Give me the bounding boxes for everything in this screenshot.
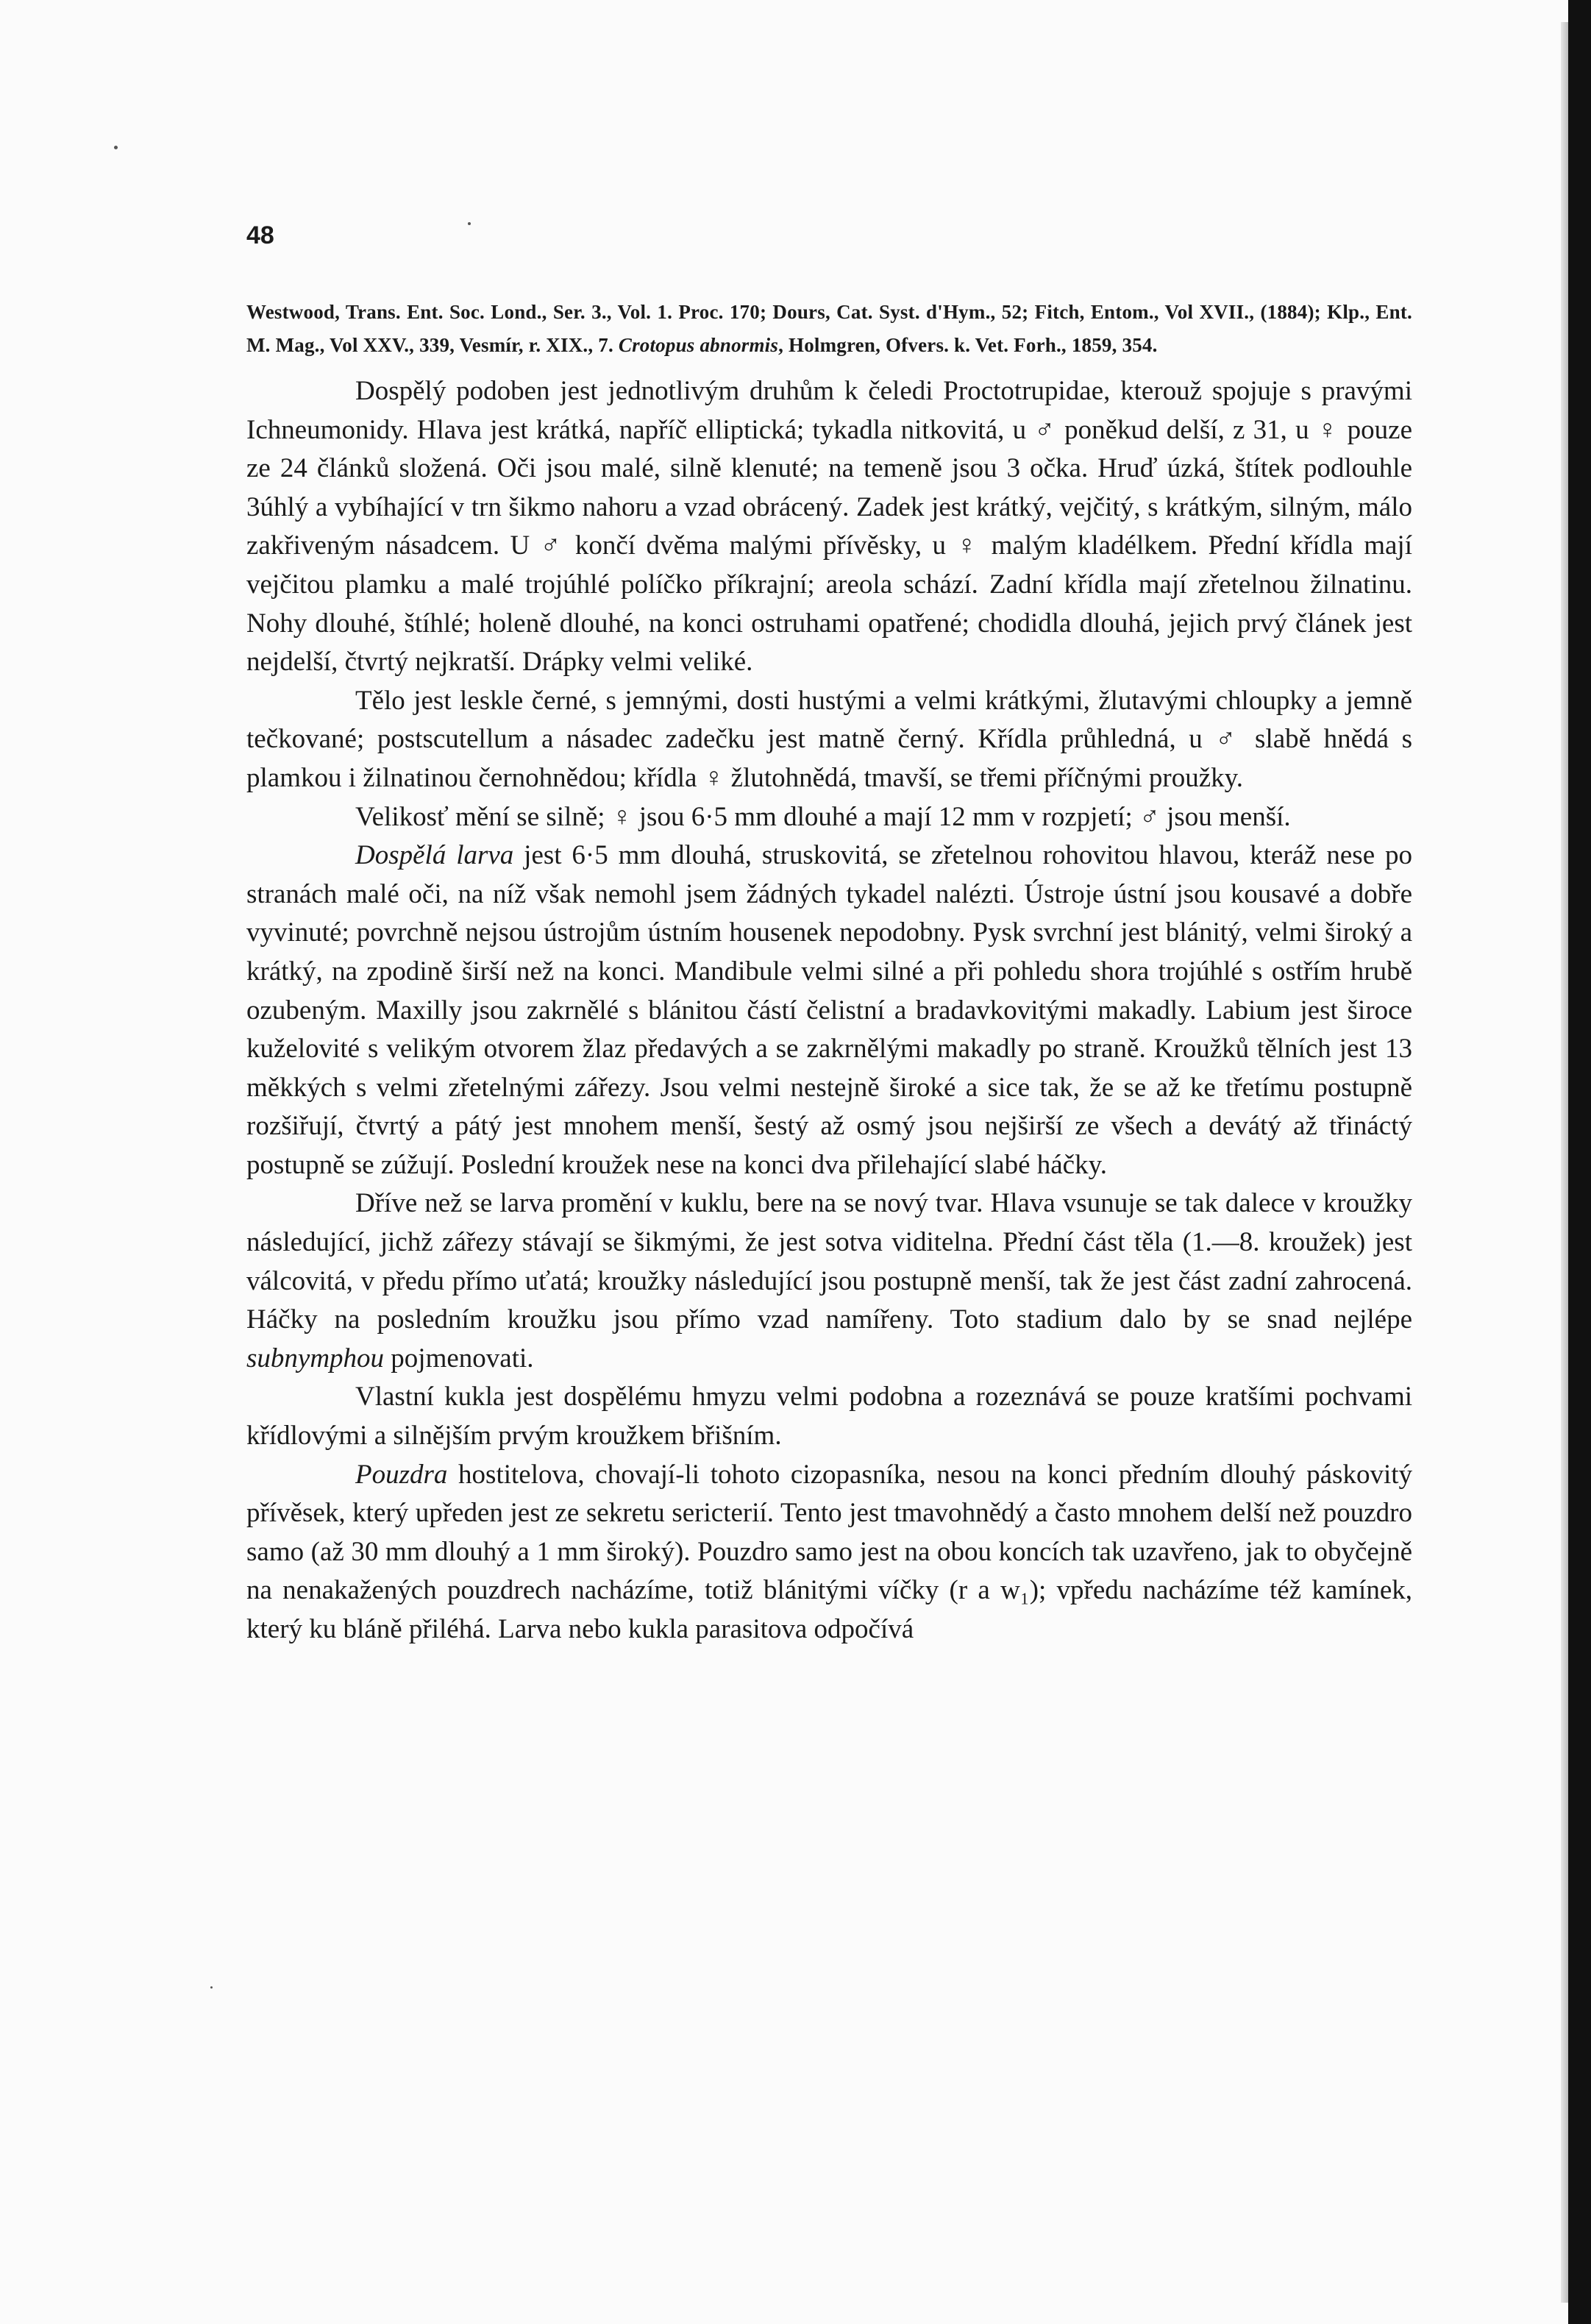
scan-speck xyxy=(114,146,118,149)
bibliography-reference xyxy=(246,296,1412,362)
scan-border xyxy=(1568,0,1591,2324)
page-content xyxy=(246,221,1412,1649)
paragraph-pouzdra xyxy=(246,1456,1412,1649)
page-number: 48 xyxy=(246,221,274,249)
bibliography-line: , Holmgren, Ofvers. k. Vet. Forh., 1859, 354. xyxy=(778,334,1158,356)
paragraph: Tělo jest leskle černé, s jemnými, dosti hustými a velmi krátkými, žlutavými chloupky a jemně tečkované; postscutellum a násadec zadečku jest matně černý. Křídla průhledná, u ♂ slabě hnědá s plamkou i žilnatinou černohnědou; křídla ♀ žlutohnědá, tmavší, se třemi příčnými proužky. xyxy=(246,685,1412,793)
paragraph-kukla: Vlastní kukla jest dospělému hmyzu velmi podobna a rozeznává se pouze kratšími pochvami křídlovými a silnějším prvým kroužkem břišním. xyxy=(246,1382,1412,1451)
scan-speck xyxy=(210,1986,213,1989)
larva-heading: Dospělá larva xyxy=(355,840,514,871)
pouzdra-heading: Pouzdra xyxy=(355,1459,448,1490)
paragraph-larva xyxy=(246,836,1412,1184)
paragraph-size: Velikosť mění se silně; ♀ jsou 6·5 mm dlouhé a mají 12 mm v rozpjetí; ♂ jsou menší. xyxy=(355,801,1291,832)
subnymphou-term: subnymphou xyxy=(246,1343,385,1374)
larva-text: jest 6·5 mm dlouhá, struskovitá, se zřetelnou rohovitou hlavou, kteráž nese po stranách malé oči, na níž však nemohl jsem žádných tykadel nalézti. Ústroje ústní jsou kousavé a dobře vyvinuté; povrchně nejsou ústrojům ústním housenek nepodobny. Pysk svrchní jest blánitý, velmi široký a krátký, na zpodině širší než na konci. Mandibule velmi silné a při pohledu shora trojúhlé s ostřím hrubě ozubeným. Maxilly jsou zakrnělé s blánitou částí čelistní a bradavkovitými makadly. Labium jest široce kuželovité s velikým otvorem žlaz předavých a se zakrnělými makadly po straně. Kroužků tělních jest 13 měkkých s velmi zřetelnými zářezy. Jsou velmi nestejně široké a sice tak, že se až ke třetímu postupně rozšiřují, čtvrtý a pátý jest mnohem menší, šestý až osmý jsou nejširší ze všech a devátý až třináctý postupně se zúžují. Poslední kroužek nese na konci dva přilehající slabé háčky. xyxy=(246,840,1412,1180)
paragraph: Dospělý podoben jest jednotlivým druhům k čeledi Proctotrupidae, kterouž spojuje s pravými Ichneumonidy. Hlava jest krátká, napříč elliptická; tykadla nitkovitá, u ♂ poněkud delší, z 31, u ♀ pouze ze 24 článků složená. Oči jsou malé, silně klenuté; na temeně jsou 3 očka. Hruď úzká, štítek podlouhle 3úhlý a vybíhající v trn šikmo nahoru a vzad obrácený. Zadek jest krátký, vejčitý, s krátkým, silným, málo zakřiveným násadcem. U ♂ končí dvěma malými přívěsky, u ♀ malým kladélkem. Přední křídla mají vejčitou plamku a malé trojúhlé políčko příkrajní; areola schází. Zadní křídla mají zřetelnou žilnatinu. Nohy dlouhé, štíhlé; holeně dlouhé, na konci ostruhami opatřené; chodidla dlouhá, jejich prvý článek jest nejdelší, čtvrtý nejkratší. Drápky velmi veliké. xyxy=(246,376,1412,678)
pouzdra-text: hostitelova, chovají-li tohoto cizopasníka, nesou na konci předním dlouhý páskovitý přívěsek, který upředen jest ze sekretu sericterií. Tento jest tmavohnědý a často mnohem delší než pouzdro samo (až 30 mm dlouhý a 1 mm široký). Pouzdro samo jest na obou koncích tak uzavřeno, jak to obyčejně na nenakažených pouzdrech nacházíme, totiž blánitými víčky (r a w₁); vpředu nacházíme též kamínek, který ku bláně přiléhá. Larva nebo kukla parasitova odpočívá xyxy=(246,1459,1412,1644)
page-edge-shadow xyxy=(1561,22,1568,2303)
pupa-text: Dříve než se larva promění v kuklu, bere na se nový tvar. Hlava vsunuje se tak dalece v kroužky následující, jichž zářezy stávají se šikmými, že jest sotva viditelna. Přední část těla (1.—8. kroužek) jest válcovitá, v předu přímo uťatá; kroužky následující jsou postupně menší, tak že jest část zadní zahrocená. Háčky na posledním kroužku jsou přímo vzad namířeny. Toto stadium dalo by se snad nejlépe xyxy=(246,1188,1412,1335)
species-name: Crotopus abnormis xyxy=(618,334,779,356)
paragraph-pupa xyxy=(246,1184,1412,1378)
bibliography-line: Westwood, Trans. Ent. Soc. Lond., Ser. 3., Vol. 1. Proc. 170; Dours, Cat. Syst. d'Hym., 52; Fitch, Entom., Vol XVII., (1884); Klp., Ent. M. Mag., Vol XXV., 339, Vesmír, r. XIX., 7. xyxy=(246,301,1412,356)
pupa-text-end: pojmenovati. xyxy=(384,1343,534,1374)
